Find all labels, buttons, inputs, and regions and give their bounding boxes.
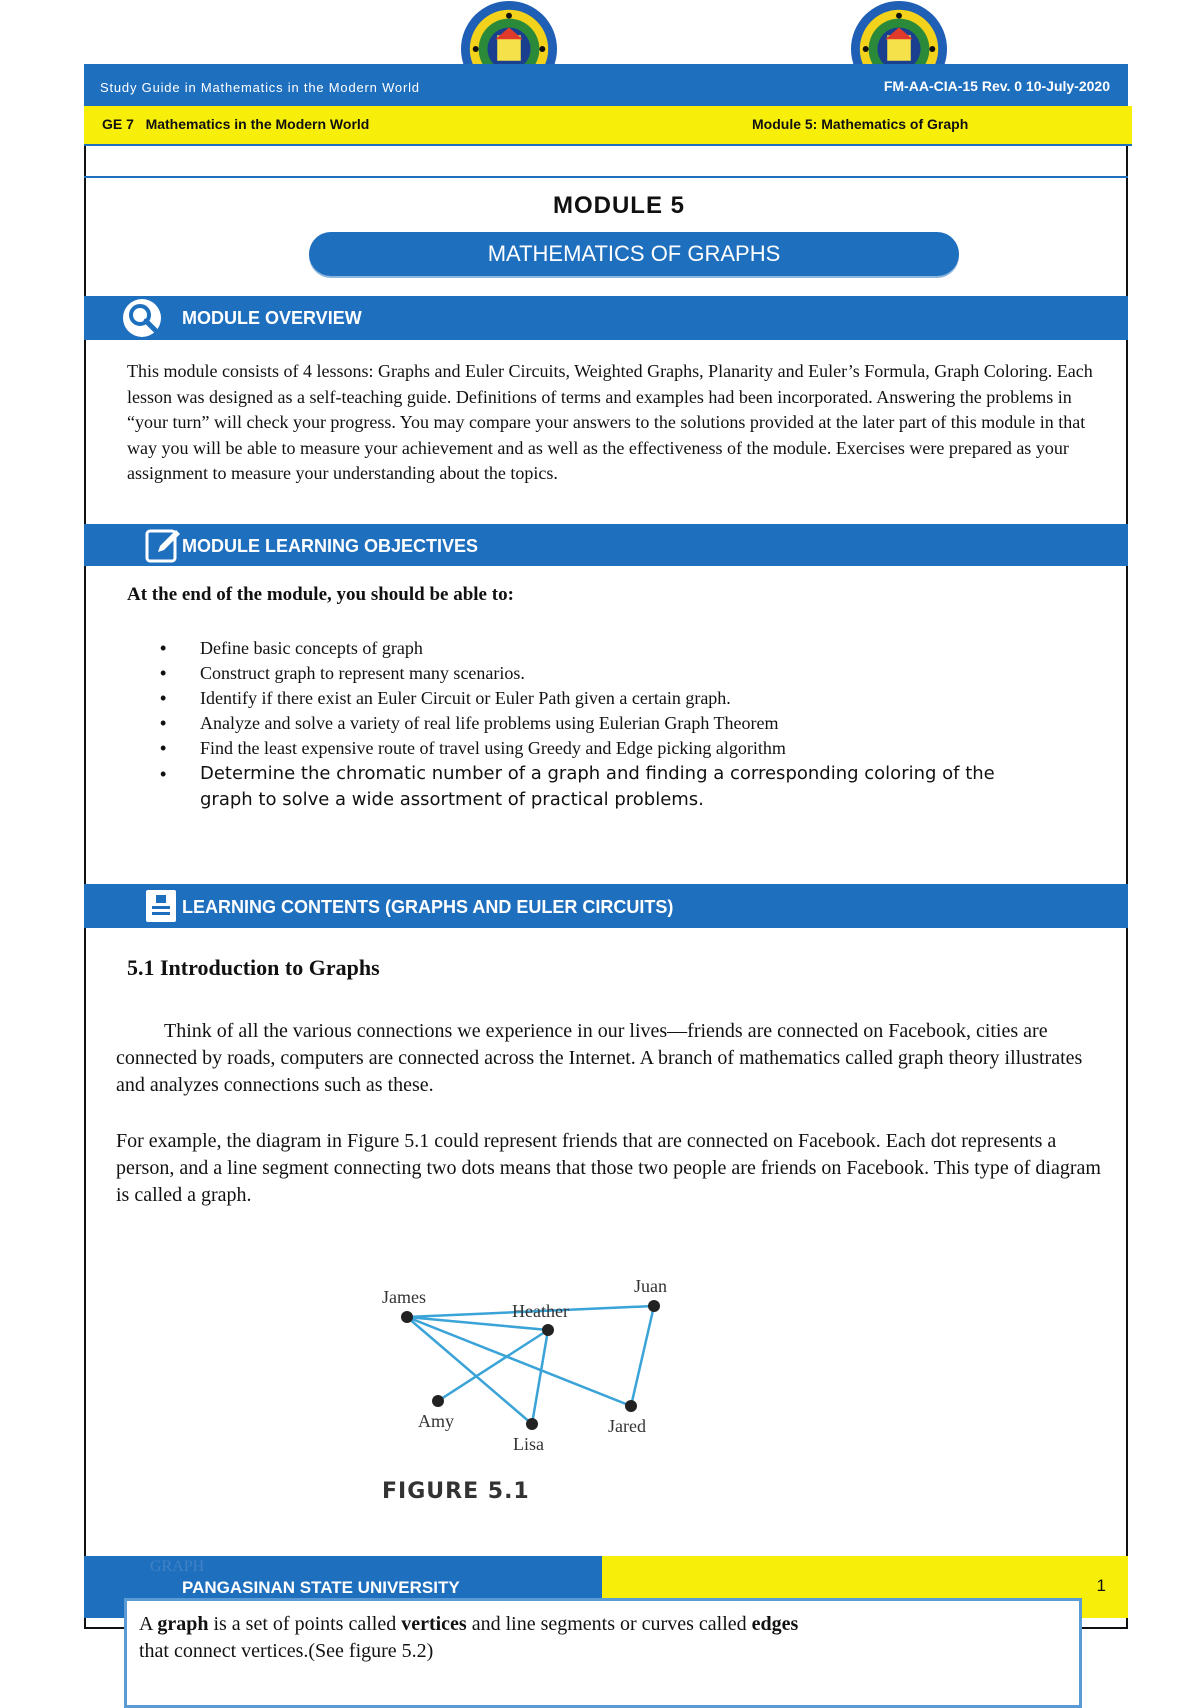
document-icon (144, 888, 180, 924)
contents-bar (84, 884, 1128, 928)
edge-heather-lisa (532, 1330, 548, 1424)
objectives-heading: MODULE LEARNING OBJECTIVES (182, 536, 479, 556)
page-number: 1 (1096, 1576, 1106, 1595)
form-code: FM-AA-CIA-15 Rev. 0 10-July-2020 (883, 78, 1110, 94)
study-guide-title: Study Guide in Mathematics in the Modern World (100, 80, 420, 95)
overview-heading: MODULE OVERVIEW (182, 308, 362, 328)
label-juan: Juan (634, 1276, 667, 1296)
vertex-lisa (526, 1418, 538, 1430)
definition-line-1: A graph is a set of points called vertices and line segments or curves called edges (139, 1613, 799, 1635)
label-james: James (382, 1287, 426, 1307)
objectives-intro: At the end of the module, you should be able to: (127, 584, 514, 605)
friendship-graph-figure (360, 1270, 700, 1510)
edge-juan-jared (631, 1306, 654, 1406)
edge-james-lisa (407, 1317, 532, 1424)
header-divider (84, 176, 1128, 178)
university-name: PANGASINAN STATE UNIVERSITY (182, 1578, 460, 1597)
vertex-jared (625, 1400, 637, 1412)
intro-paragraph: Think of all the various connections we experience in our lives—friends are connected on Facebook, cities are connected by roads, computers are connected across the Internet. A branch of mathematics called graph theory illustrates and analyzes connections such as these. (116, 1020, 1083, 1096)
pencil-edit-icon (144, 526, 182, 564)
label-lisa: Lisa (513, 1434, 544, 1454)
edge-james-jared (407, 1317, 631, 1406)
label-amy: Amy (418, 1411, 454, 1431)
vertex-heather (542, 1324, 554, 1336)
course-title: GE 7 Mathematics in the Modern World (102, 116, 370, 132)
vertex-james (401, 1311, 413, 1323)
module-title-pill: MATHEMATICS OF GRAPHS (309, 232, 959, 276)
section-title: 5.1 Introduction to Graphs (127, 955, 380, 980)
definition-line-2: that connect vertices.(See figure 5.2) (139, 1640, 434, 1662)
course-bar (84, 106, 1132, 146)
objective-item: • Analyze and solve a variety of real life problems using Eulerian Graph Theorem (150, 711, 1110, 736)
objective-continuation: graph to solve a wide assortment of practical problems. (200, 789, 704, 810)
objective-item: • Determine the chromatic number of a graph and finding a corresponding coloring of the graph to solve a wide assortment of practical problems. (150, 761, 1110, 813)
vertex-amy (432, 1395, 444, 1407)
vertex-juan (648, 1300, 660, 1312)
label-jared: Jared (608, 1416, 646, 1436)
faint-label: GRAPH (150, 1558, 205, 1575)
overview-text: This module consists of 4 lessons: Graphs and Euler Circuits, Weighted Graphs, Planarity and Euler’s Formula, Graph Coloring. Each lesson was designed as a self-teaching guide. Definitions of terms and examples had been incorporated. Answering the problems in “your turn” will check your progress. You may compare your answers to the solutions provided at the later part of this module in that way you will be able to measure your achievement and as well as the effectiveness of the module. Exercises were prepared as your assignment to measure your understanding about the topics. (127, 361, 1093, 483)
definition-box (124, 1598, 1082, 1708)
label-heather: Heather (512, 1301, 569, 1321)
objective-item: • Identify if there exist an Euler Circuit or Euler Path given a certain graph. (150, 686, 1110, 711)
objective-item: • Find the least expensive route of travel using Greedy and Edge picking algorithm (150, 736, 1110, 761)
figure-caption: FIGURE 5.1 (382, 1479, 530, 1504)
contents-heading: LEARNING CONTENTS (GRAPHS AND EULER CIRCUITS) (182, 897, 674, 917)
magnifier-icon (122, 298, 164, 338)
objective-item: • Construct graph to represent many scenarios. (150, 661, 1110, 686)
objective-item: • Define basic concepts of graph (150, 636, 1110, 661)
objectives-list (150, 636, 1110, 813)
overview-bar (84, 296, 1128, 340)
objectives-bar (84, 524, 1128, 566)
module-reference: Module 5: Mathematics of Graph (752, 116, 969, 132)
header-bar (84, 64, 1128, 106)
module-number: MODULE 5 (552, 192, 685, 219)
example-paragraph: For example, the diagram in Figure 5.1 could represent friends that are connected on Facebook. Each dot represents a person, and a line segment connecting two dots means that those two people are friends on Facebook. This type of diagram is called a graph. (116, 1130, 1101, 1206)
